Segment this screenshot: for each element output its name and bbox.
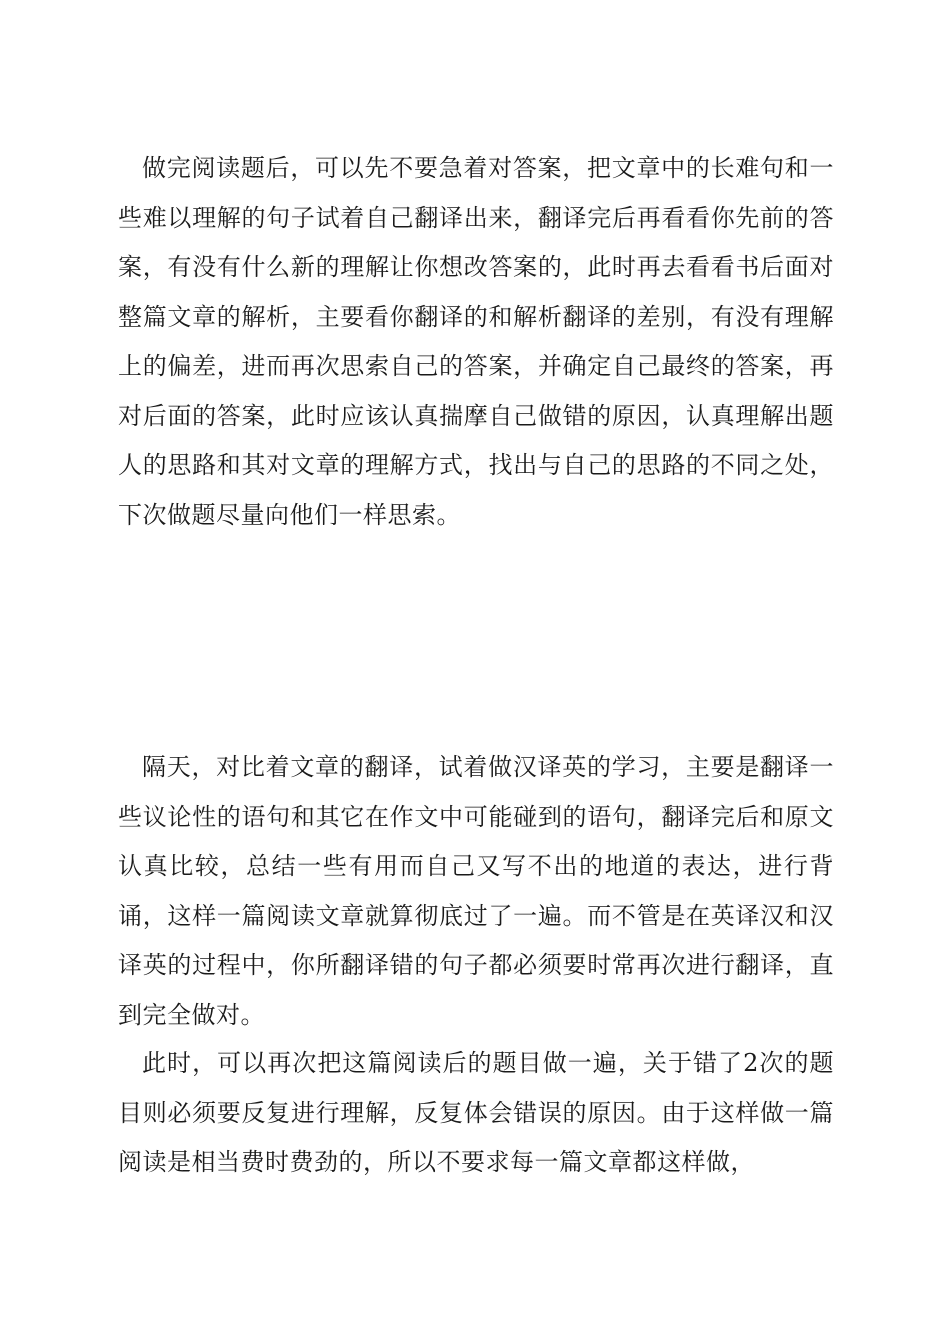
paragraph-review-answers: 做完阅读题后，可以先不要急着对答案，把文章中的长难句和一些难以理解的句子试着自己翻译出来，翻译完后再看看你先前的答案，有没有什么新的理解让你想改答案的，此时再去看看书后面对整篇文章的解析，主要看你翻译的和解析翻译的差别，有没有理解上的偏差，进而再次思索自己的答案，并确定自己最终的答案，再对后面的答案，此时应该认真揣摩自己做错的原因，认真理解出题人的思路和其对文章的理解方式，找出与自己的思路的不同之处，下次做题尽量向他们一样思索。 (118, 154, 834, 529)
paragraph-redo-questions: 此时，可以再次把这篇阅读后的题目做一遍，关于错了2次的题目则必须要反复进行理解，反复体会错误的原因。由于这样做一篇阅读是相当费时费劲的，所以不要求每一篇文章都这样做， (118, 1049, 834, 1176)
paragraph-chinese-to-english: 隔天，对比着文章的翻译，试着做汉译英的学习，主要是翻译一些议论性的语句和其它在作文中可能碰到的语句，翻译完后和原文认真比较，总结一些有用而自己又写不出的地道的表达，进行背诵，这样一篇阅读文章就算彻底过了一遍。而不管是在英译汉和汉译英的过程中，你所翻译错的句子都必须要时常再次进行翻译，直到完全做对。 (118, 753, 834, 1029)
